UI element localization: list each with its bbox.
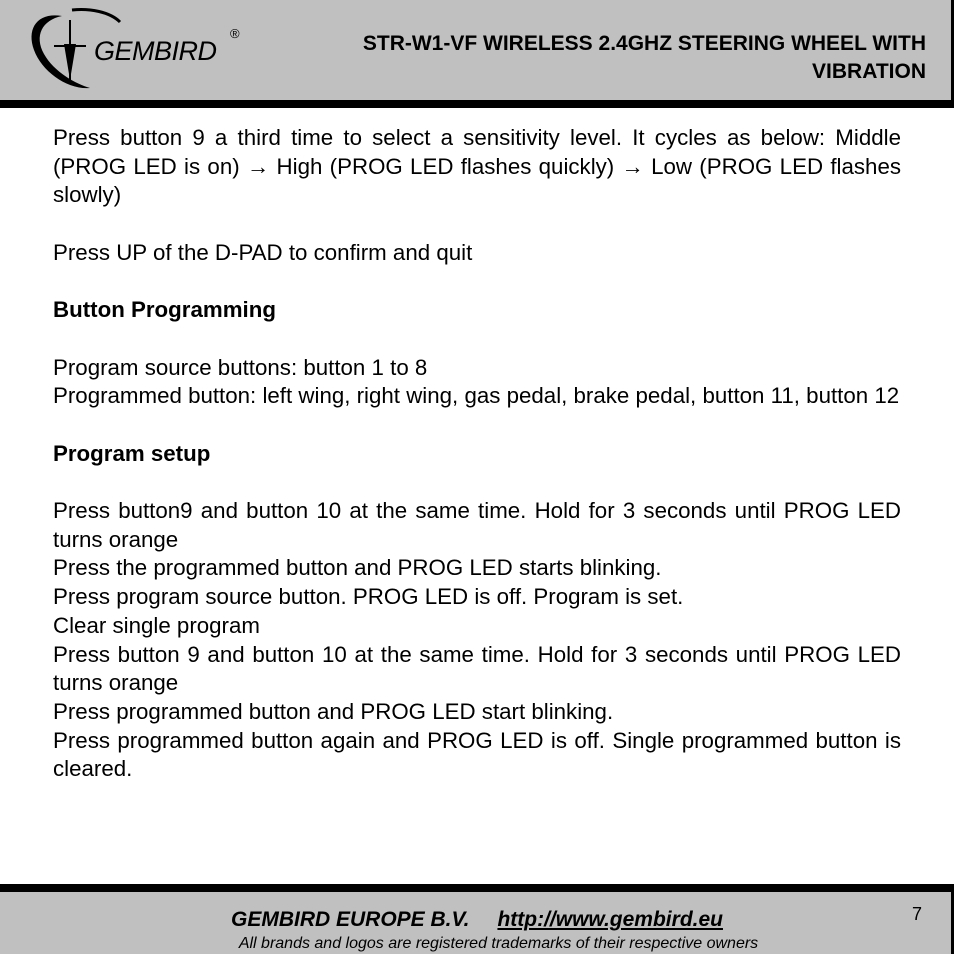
company-name: GEMBIRD EUROPE B.V.	[231, 908, 470, 931]
website-link[interactable]: http://www.gembird.eu	[497, 908, 723, 931]
page-footer	[0, 884, 954, 954]
document-title	[286, 30, 926, 86]
paragraph-setup-step-1: Press button9 and button 10 at the same time. Hold for 3 seconds until PROG LED turns orange	[53, 498, 901, 552]
page-number: 7	[912, 904, 923, 924]
title-line-2: VIBRATION	[812, 60, 926, 83]
heading-button-programming: Button Programming	[53, 297, 276, 323]
paragraph-clear-step-1: Press button 9 and button 10 at the same time. Hold for 3 seconds until PROG LED turns orange	[53, 641, 901, 696]
paragraph-clear-step-2: Press programmed button and PROG LED start blinking.	[53, 698, 614, 724]
footer-main-line	[0, 908, 954, 932]
paragraph-programmed-buttons: Programmed button: left wing, right wing, gas pedal, brake pedal, button 11, button 12	[53, 383, 900, 409]
page-content	[53, 124, 901, 784]
paragraph-sensitivity: Press button 9 a third time to select a sensitivity level. It cycles as below: Middle (PROG LED is on) → High (PROG LED flashes quickly) → Low (PROG LED flashes slowly)	[53, 125, 901, 208]
heading-program-setup: Program setup	[53, 440, 211, 466]
registered-mark: ®	[230, 26, 240, 41]
page-header	[0, 0, 954, 108]
gembird-logo	[24, 6, 254, 92]
paragraph-source-buttons: Program source buttons: button 1 to 8	[53, 354, 428, 380]
paragraph-clear-title: Clear single program	[53, 612, 260, 638]
title-line-1: STR-W1-VF WIRELESS 2.4GHZ STEERING WHEEL WITH	[362, 32, 926, 55]
paragraph-setup-step-2: Press the programmed button and PROG LED starts blinking.	[53, 555, 662, 581]
logo-brand-text: GEMBIRD	[94, 36, 217, 66]
trademark-notice: All brands and logos are registered trademarks of their respective owners	[238, 935, 759, 952]
paragraph-clear-step-3: Press programmed button again and PROG LED is off. Single programmed button is cleared.	[53, 727, 901, 782]
paragraph-confirm: Press UP of the D-PAD to confirm and quit	[53, 239, 473, 265]
paragraph-setup-step-3: Press program source button. PROG LED is off. Program is set.	[53, 584, 684, 610]
